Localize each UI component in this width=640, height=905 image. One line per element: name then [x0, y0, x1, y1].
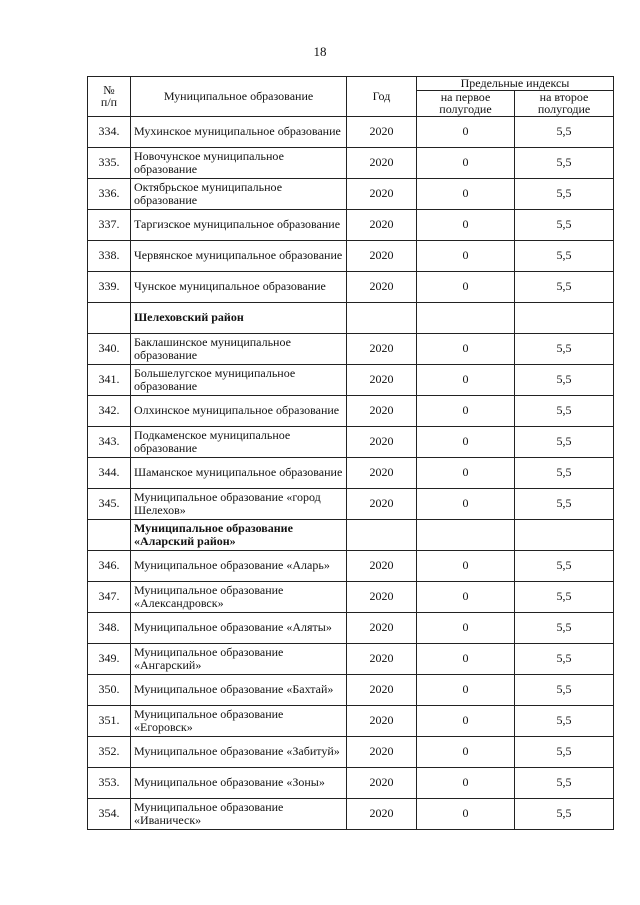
municipality-name: Чунское муниципальное образование: [131, 271, 347, 302]
row-number: 353.: [88, 767, 131, 798]
first-half-index: 0: [417, 705, 515, 736]
year-cell: 2020: [347, 364, 417, 395]
year-cell: 2020: [347, 209, 417, 240]
table-row: [88, 643, 614, 674]
second-half-index: 5,5: [515, 426, 614, 457]
table-row: [88, 488, 614, 519]
year-cell: 2020: [347, 674, 417, 705]
second-half-index: 5,5: [515, 271, 614, 302]
header-number: № п/п: [88, 77, 131, 117]
first-half-index: 0: [417, 364, 515, 395]
section-second-half-cell: [515, 302, 614, 333]
header-first-half: на первое полугодие: [417, 90, 515, 116]
second-half-index: 5,5: [515, 767, 614, 798]
first-half-index: 0: [417, 147, 515, 178]
section-first-half-cell: [417, 519, 515, 550]
row-number: 337.: [88, 209, 131, 240]
table-row: [88, 457, 614, 488]
second-half-index: 5,5: [515, 643, 614, 674]
table-row: [88, 240, 614, 271]
page-number: 18: [313, 44, 327, 59]
municipality-name: Муниципальное образование «Иваническ»: [131, 798, 347, 829]
section-row: [88, 302, 614, 333]
row-number: 343.: [88, 426, 131, 457]
year-cell: 2020: [347, 643, 417, 674]
first-half-index: 0: [417, 581, 515, 612]
second-half-index: 5,5: [515, 147, 614, 178]
municipality-name: Муниципальное образование «Ангарский»: [131, 643, 347, 674]
year-cell: 2020: [347, 767, 417, 798]
year-cell: 2020: [347, 147, 417, 178]
table-row: [88, 209, 614, 240]
table-row: [88, 364, 614, 395]
row-number: 344.: [88, 457, 131, 488]
row-number: 352.: [88, 736, 131, 767]
header-year: Год: [347, 77, 417, 117]
year-cell: 2020: [347, 395, 417, 426]
second-half-index: 5,5: [515, 736, 614, 767]
second-half-index: 5,5: [515, 333, 614, 364]
first-half-index: 0: [417, 178, 515, 209]
first-half-index: 0: [417, 271, 515, 302]
year-cell: 2020: [347, 457, 417, 488]
first-half-index: 0: [417, 736, 515, 767]
row-number: 342.: [88, 395, 131, 426]
section-title: Муниципальное образование «Аларский район»: [131, 519, 347, 550]
municipality-name: Муниципальное образование «Аларь»: [131, 550, 347, 581]
table-row: [88, 705, 614, 736]
year-cell: 2020: [347, 705, 417, 736]
second-half-index: 5,5: [515, 612, 614, 643]
table-row: [88, 271, 614, 302]
municipality-name: Шаманское муниципальное образование: [131, 457, 347, 488]
municipality-name: Новочунское муниципальное образование: [131, 147, 347, 178]
section-year-cell: [347, 302, 417, 333]
first-half-index: 0: [417, 488, 515, 519]
first-half-index: 0: [417, 395, 515, 426]
second-half-index: 5,5: [515, 705, 614, 736]
second-half-index: 5,5: [515, 581, 614, 612]
municipality-name: Октябрьское муниципальное образование: [131, 178, 347, 209]
table-row: [88, 736, 614, 767]
row-number: 349.: [88, 643, 131, 674]
municipality-name: Муниципальное образование «Зоны»: [131, 767, 347, 798]
row-number: 341.: [88, 364, 131, 395]
second-half-index: 5,5: [515, 364, 614, 395]
second-half-index: 5,5: [515, 178, 614, 209]
row-number: 338.: [88, 240, 131, 271]
table-body: [88, 116, 614, 829]
municipality-name: Муниципальное образование «город Шелехов»: [131, 488, 347, 519]
year-cell: 2020: [347, 426, 417, 457]
first-half-index: 0: [417, 116, 515, 147]
year-cell: 2020: [347, 271, 417, 302]
section-second-half-cell: [515, 519, 614, 550]
section-first-half-cell: [417, 302, 515, 333]
municipality-name: Баклашинское муниципальное образование: [131, 333, 347, 364]
second-half-index: 5,5: [515, 674, 614, 705]
row-number: 336.: [88, 178, 131, 209]
municipality-name: Муниципальное образование «Аляты»: [131, 612, 347, 643]
second-half-index: 5,5: [515, 798, 614, 829]
first-half-index: 0: [417, 798, 515, 829]
municipality-name: Подкаменское муниципальное образование: [131, 426, 347, 457]
second-half-index: 5,5: [515, 209, 614, 240]
municipality-name: Таргизское муниципальное образование: [131, 209, 347, 240]
municipality-name: Муниципальное образование «Егоровск»: [131, 705, 347, 736]
table-row: [88, 767, 614, 798]
first-half-index: 0: [417, 457, 515, 488]
row-number: 350.: [88, 674, 131, 705]
table-row: [88, 612, 614, 643]
first-half-index: 0: [417, 674, 515, 705]
table-header-row: [88, 77, 614, 91]
row-number: 351.: [88, 705, 131, 736]
year-cell: 2020: [347, 612, 417, 643]
row-number: 334.: [88, 116, 131, 147]
municipality-name: Червянское муниципальное образование: [131, 240, 347, 271]
second-half-index: 5,5: [515, 240, 614, 271]
row-number: 347.: [88, 581, 131, 612]
table-row: [88, 798, 614, 829]
table-row: [88, 333, 614, 364]
table-row: [88, 116, 614, 147]
table-row: [88, 674, 614, 705]
section-year-cell: [347, 519, 417, 550]
table-row: [88, 147, 614, 178]
section-row: [88, 519, 614, 550]
year-cell: 2020: [347, 333, 417, 364]
first-half-index: 0: [417, 426, 515, 457]
table-row: [88, 426, 614, 457]
row-number: 345.: [88, 488, 131, 519]
municipality-name: Муниципальное образование «Забитуй»: [131, 736, 347, 767]
row-number: 346.: [88, 550, 131, 581]
table-row: [88, 581, 614, 612]
first-half-index: 0: [417, 550, 515, 581]
header-second-half: на второе полугодие: [515, 90, 614, 116]
row-number: 339.: [88, 271, 131, 302]
year-cell: 2020: [347, 488, 417, 519]
second-half-index: 5,5: [515, 395, 614, 426]
year-cell: 2020: [347, 581, 417, 612]
year-cell: 2020: [347, 798, 417, 829]
second-half-index: 5,5: [515, 116, 614, 147]
header-limit-indices: Предельные индексы: [417, 77, 614, 91]
section-title: Шелеховский район: [131, 302, 347, 333]
municipality-name: Мухинское муниципальное образование: [131, 116, 347, 147]
indices-table: [87, 76, 614, 830]
year-cell: 2020: [347, 240, 417, 271]
second-half-index: 5,5: [515, 488, 614, 519]
row-number: 335.: [88, 147, 131, 178]
row-number: 348.: [88, 612, 131, 643]
municipality-name: Муниципальное образование «Бахтай»: [131, 674, 347, 705]
municipality-name: Олхинское муниципальное образование: [131, 395, 347, 426]
second-half-index: 5,5: [515, 550, 614, 581]
section-number-cell: [88, 302, 131, 333]
first-half-index: 0: [417, 209, 515, 240]
table-row: [88, 178, 614, 209]
row-number: 354.: [88, 798, 131, 829]
municipality-name: Муниципальное образование «Александровск»: [131, 581, 347, 612]
year-cell: 2020: [347, 736, 417, 767]
first-half-index: 0: [417, 240, 515, 271]
year-cell: 2020: [347, 116, 417, 147]
table-row: [88, 550, 614, 581]
header-municipality: Муниципальное образование: [131, 77, 347, 117]
second-half-index: 5,5: [515, 457, 614, 488]
first-half-index: 0: [417, 643, 515, 674]
municipality-name: Большелугское муниципальное образование: [131, 364, 347, 395]
year-cell: 2020: [347, 178, 417, 209]
year-cell: 2020: [347, 550, 417, 581]
first-half-index: 0: [417, 333, 515, 364]
table-row: [88, 395, 614, 426]
row-number: 340.: [88, 333, 131, 364]
first-half-index: 0: [417, 612, 515, 643]
section-number-cell: [88, 519, 131, 550]
first-half-index: 0: [417, 767, 515, 798]
